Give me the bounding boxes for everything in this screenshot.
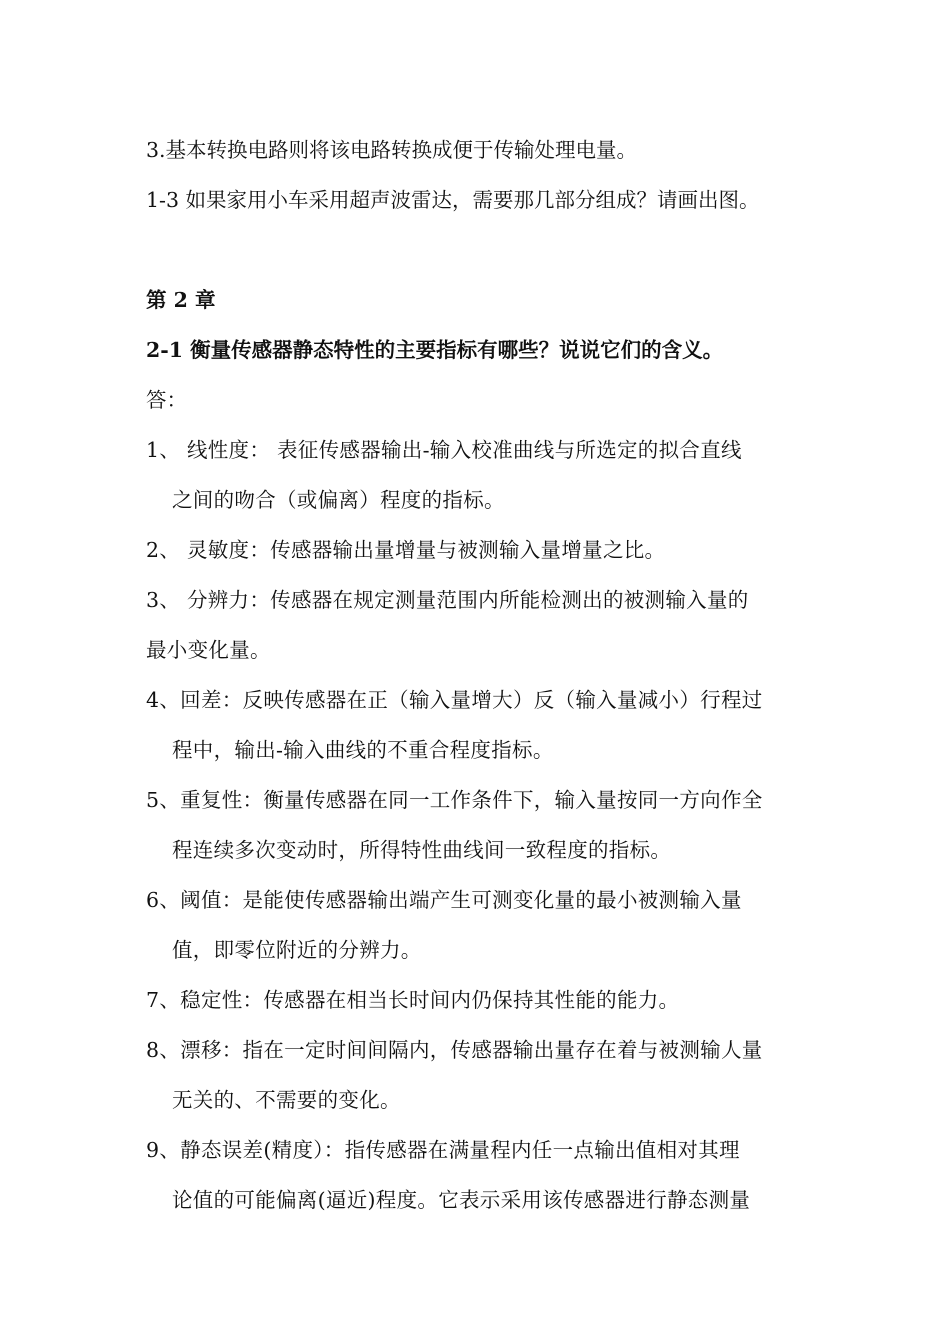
list-item-threshold: 6、阈值：是能使传感器输出端产生可测变化量的最小被测输入量 [146, 888, 742, 912]
list-item-hysteresis: 4、回差：反映传感器在正（输入量增大）反（输入量减小）行程过 [146, 688, 763, 712]
list-item-linearity: 1、 线性度： 表征传感器输出-输入校准曲线与所选定的拟合直线 [146, 438, 742, 462]
list-item-resolution-cont: 最小变化量。 [146, 638, 271, 662]
list-item-sensitivity: 2、 灵敏度：传感器输出量增量与被测输入量增量之比。 [146, 538, 666, 562]
list-item-stability: 7、稳定性：传感器在相当长时间内仍保持其性能的能力。 [146, 988, 680, 1012]
chapter-heading: 第 2 章 [146, 288, 216, 312]
list-item-resolution: 3、 分辨力：传感器在规定测量范围内所能检测出的被测输入量的 [146, 588, 749, 612]
list-item-linearity-cont: 之间的吻合（或偏离）程度的指标。 [172, 488, 505, 512]
paragraph-conversion-circuit: 3.基本转换电路则将该电路转换成便于传输处理电量。 [146, 138, 638, 162]
list-item-drift-cont: 无关的、不需要的变化。 [172, 1088, 401, 1112]
list-item-threshold-cont: 值，即零位附近的分辨力。 [172, 938, 422, 962]
list-item-static-error-cont: 论值的可能偏离(逼近)程度。它表示采用该传感器进行静态测量 [172, 1188, 751, 1212]
question-1-3: 1-3 如果家用小车采用超声波雷达，需要那几部分组成？请画出图。 [146, 188, 760, 212]
list-item-repeatability: 5、重复性：衡量传感器在同一工作条件下，输入量按同一方向作全 [146, 788, 763, 812]
list-item-static-error: 9、静态误差(精度）：指传感器在满量程内任一点输出值相对其理 [146, 1138, 740, 1162]
question-2-1: 2-1 衡量传感器静态特性的主要指标有哪些？说说它们的含义。 [146, 338, 724, 362]
list-item-drift: 8、漂移：指在一定时间间隔内，传感器输出量存在着与被测输人量 [146, 1038, 763, 1062]
answer-label: 答： [146, 388, 187, 412]
list-item-repeatability-cont: 程连续多次变动时，所得特性曲线间一致程度的指标。 [172, 838, 672, 862]
list-item-hysteresis-cont: 程中，输出-输入曲线的不重合程度指标。 [172, 738, 554, 762]
